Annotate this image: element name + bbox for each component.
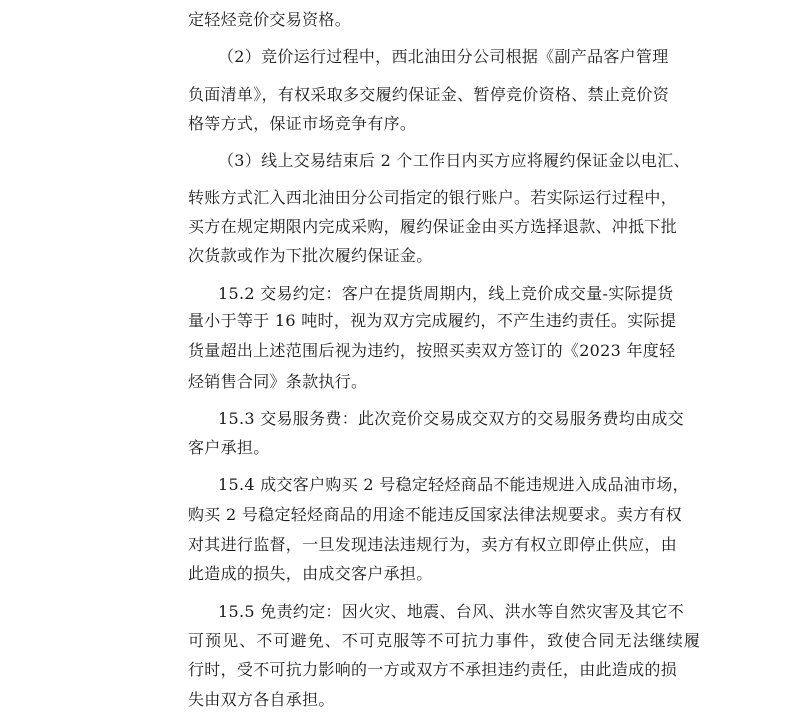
text-line: 购买 2 号稳定轻烃商品的用途不能违反国家法律法规要求。卖方有权 <box>188 505 682 524</box>
text-line: 转账方式汇入西北油田分公司指定的银行账户。若实际运行过程中， <box>188 188 678 207</box>
text-line: 15.4 成交客户购买 2 号稳定轻烃商品不能违规进入成品油市场， <box>218 475 689 494</box>
text-line: 定轻烃竞价交易资格。 <box>188 10 352 29</box>
text-line: 量小于等于 16 吨时，视为双方完成履约，不产生违约责任。实际提 <box>188 311 677 330</box>
text-line: 15.5 免责约定：因火灾、地震、台风、洪水等自然灾害及其它不 <box>218 602 685 621</box>
text-line: 买方在规定期限内完成采购，履约保证金由买方选择退款、冲抵下批 <box>188 217 678 236</box>
text-line: 失由双方各自承担。 <box>188 690 335 709</box>
text-line: （3）线上交易结束后 2 个工作日内买方应将履约保证金以电汇、 <box>218 151 690 170</box>
text-line: 行时，受不可抗力影响的一方或双方不承担违约责任，由此造成的损 <box>188 660 678 679</box>
text-line: 格等方式，保证市场竞争有序。 <box>188 114 417 133</box>
text-line: 客户承担。 <box>188 438 270 457</box>
text-line: 此造成的损失，由成交客户承担。 <box>188 564 433 583</box>
text-line: 15.2 交易约定：客户在提货周期内，线上竞价成交量-实际提货 <box>218 284 674 303</box>
text-line: （2）竞价运行过程中，西北油田分公司根据《副产品客户管理 <box>218 47 669 66</box>
text-line: 负面清单》，有权采取多交履约保证金、暂停竞价资格、禁止竞价资 <box>188 85 670 104</box>
text-line: 货量超出上述范围后视为违约，按照买卖双方签订的《2023 年度轻 <box>188 341 676 360</box>
text-line: 可预见、不可避免、不可克服等不可抗力事件，致使合同无法继续履 <box>188 631 702 650</box>
text-line: 15.3 交易服务费：此次竞价交易成交双方的交易服务费均由成交 <box>218 409 685 428</box>
text-line: 次货款或作为下批次履约保证金。 <box>188 246 433 265</box>
text-line: 对其进行监督，一旦发现违法违规行为，卖方有权立即停止供应，由 <box>188 535 678 554</box>
text-line: 烃销售合同》条款执行。 <box>188 372 368 391</box>
